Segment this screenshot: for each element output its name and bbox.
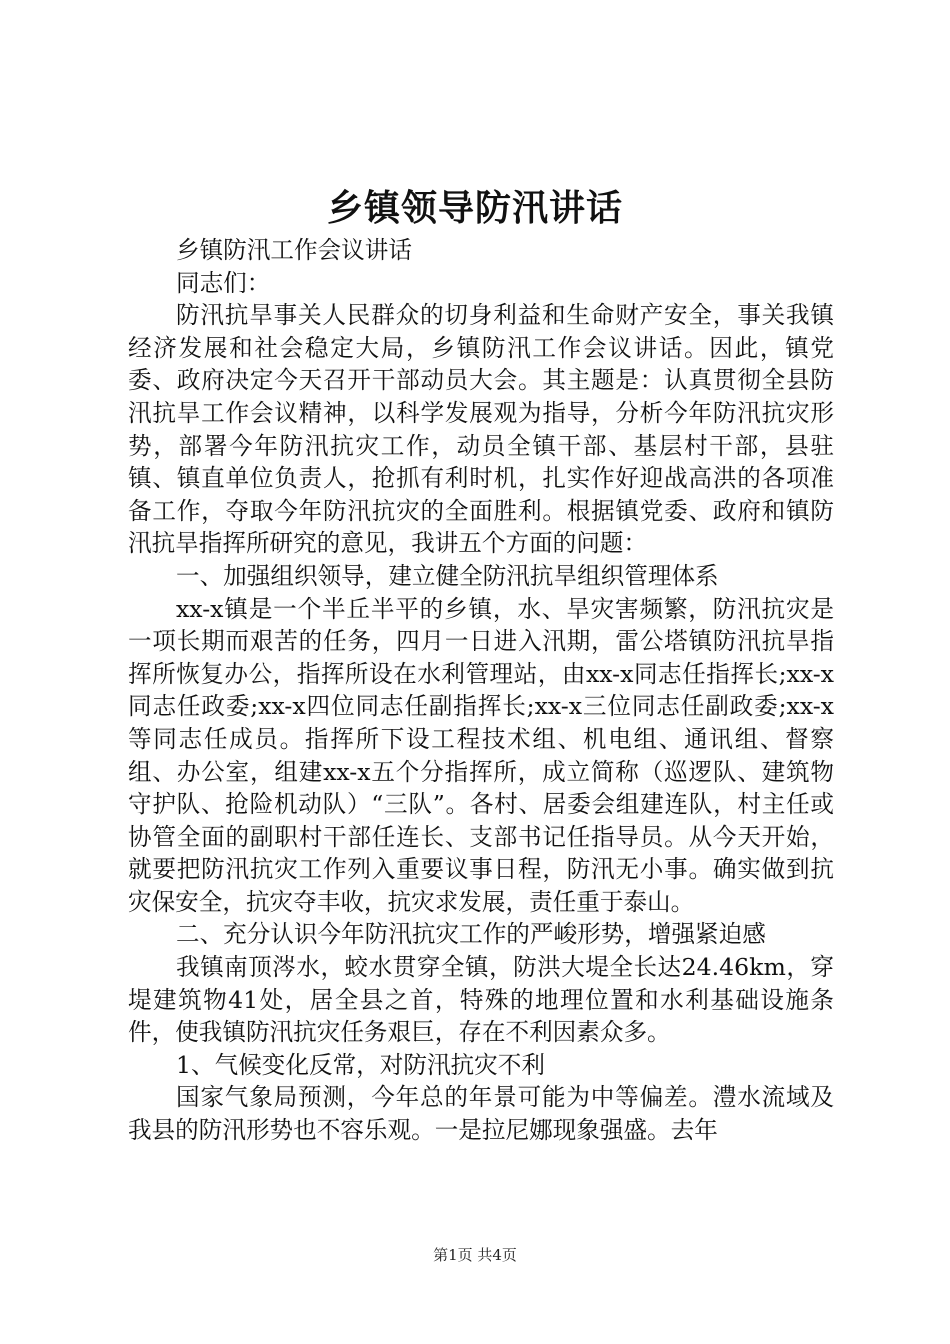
page-footer: 第1页 共4页 [433, 1246, 517, 1264]
paragraph-situation: 我镇南顶涔水，蛟水贯穿全镇，防洪大堤全长达24.46km，穿堤建筑物41处，居全县之首，特殊的地理位置和水利基础设施条件，使我镇防汛抗灾任务艰巨，存在不利因素众多。 [128, 953, 834, 1047]
paragraph-forecast: 国家气象局预测，今年总的年景可能为中等偏差。澧水流域及我县的防汛形势也不容乐观。一是拉尼娜现象强盛。去年 [128, 1083, 834, 1145]
section-heading-2: 二、充分认识今年防汛抗灾工作的严峻形势，增强紧迫感 [176, 920, 766, 949]
paragraph-intro: 防汛抗旱事关人民群众的切身利益和生命财产安全，事关我镇经济发展和社会稳定大局，乡镇防汛工作会议讲话。因此，镇党委、政府决定今天召开干部动员大会。其主题是：认真贯彻全县防汛抗旱工作会议精神，以科学发展观为指导，分析今年防汛抗灾形势，部署今年防汛抗灾工作，动员全镇干部、基层村干部，县驻镇、镇直单位负责人，抢抓有利时机，扎实作好迎战高洪的各项准备工作，夺取今年防汛抗灾的全面胜利。根据镇党委、政府和镇防汛抗旱指挥所研究的意见，我讲五个方面的问题： [128, 301, 834, 558]
paragraph-subtitle: 乡镇防汛工作会议讲话 [176, 236, 412, 264]
section-heading-1: 一、加强组织领导，建立健全防汛抗旱组织管理体系 [176, 561, 719, 590]
paragraph-salutation: 同志们： [176, 268, 271, 297]
subsection-heading-1: 1、气候变化反常，对防汛抗灾不利 [176, 1050, 545, 1079]
document-title: 乡镇领导防汛讲话 [326, 188, 623, 229]
document-body [128, 234, 834, 1147]
paragraph-organization: xx-x镇是一个半丘半平的乡镇，水、旱灾害频繁，防汛抗灾是一项长期而艰苦的任务，四月一日进入汛期，雷公塔镇防汛抗旱指挥所恢复办公，指挥所设在水利管理站，由xx-x同志任指挥长;xx-x同志任政委;xx-x四位同志任副指挥长;xx-x三位同志任副政委;xx-x等同志任成员。指挥所下设工程技术组、机电组、通讯组、督察组、办公室，组建xx-x五个分指挥所，成立简称（巡逻队、建筑物守护队、抢险机动队）“三队”。各村、居委会组建连队，村主任或协管全面的副职村干部任连长、支部书记任指导员。从今天开始，就要把防汛抗灾工作列入重要议事日程，防汛无小事。确实做到抗灾保安全，抗灾夺丰收，抗灾求发展，责任重于泰山。 [128, 594, 834, 916]
